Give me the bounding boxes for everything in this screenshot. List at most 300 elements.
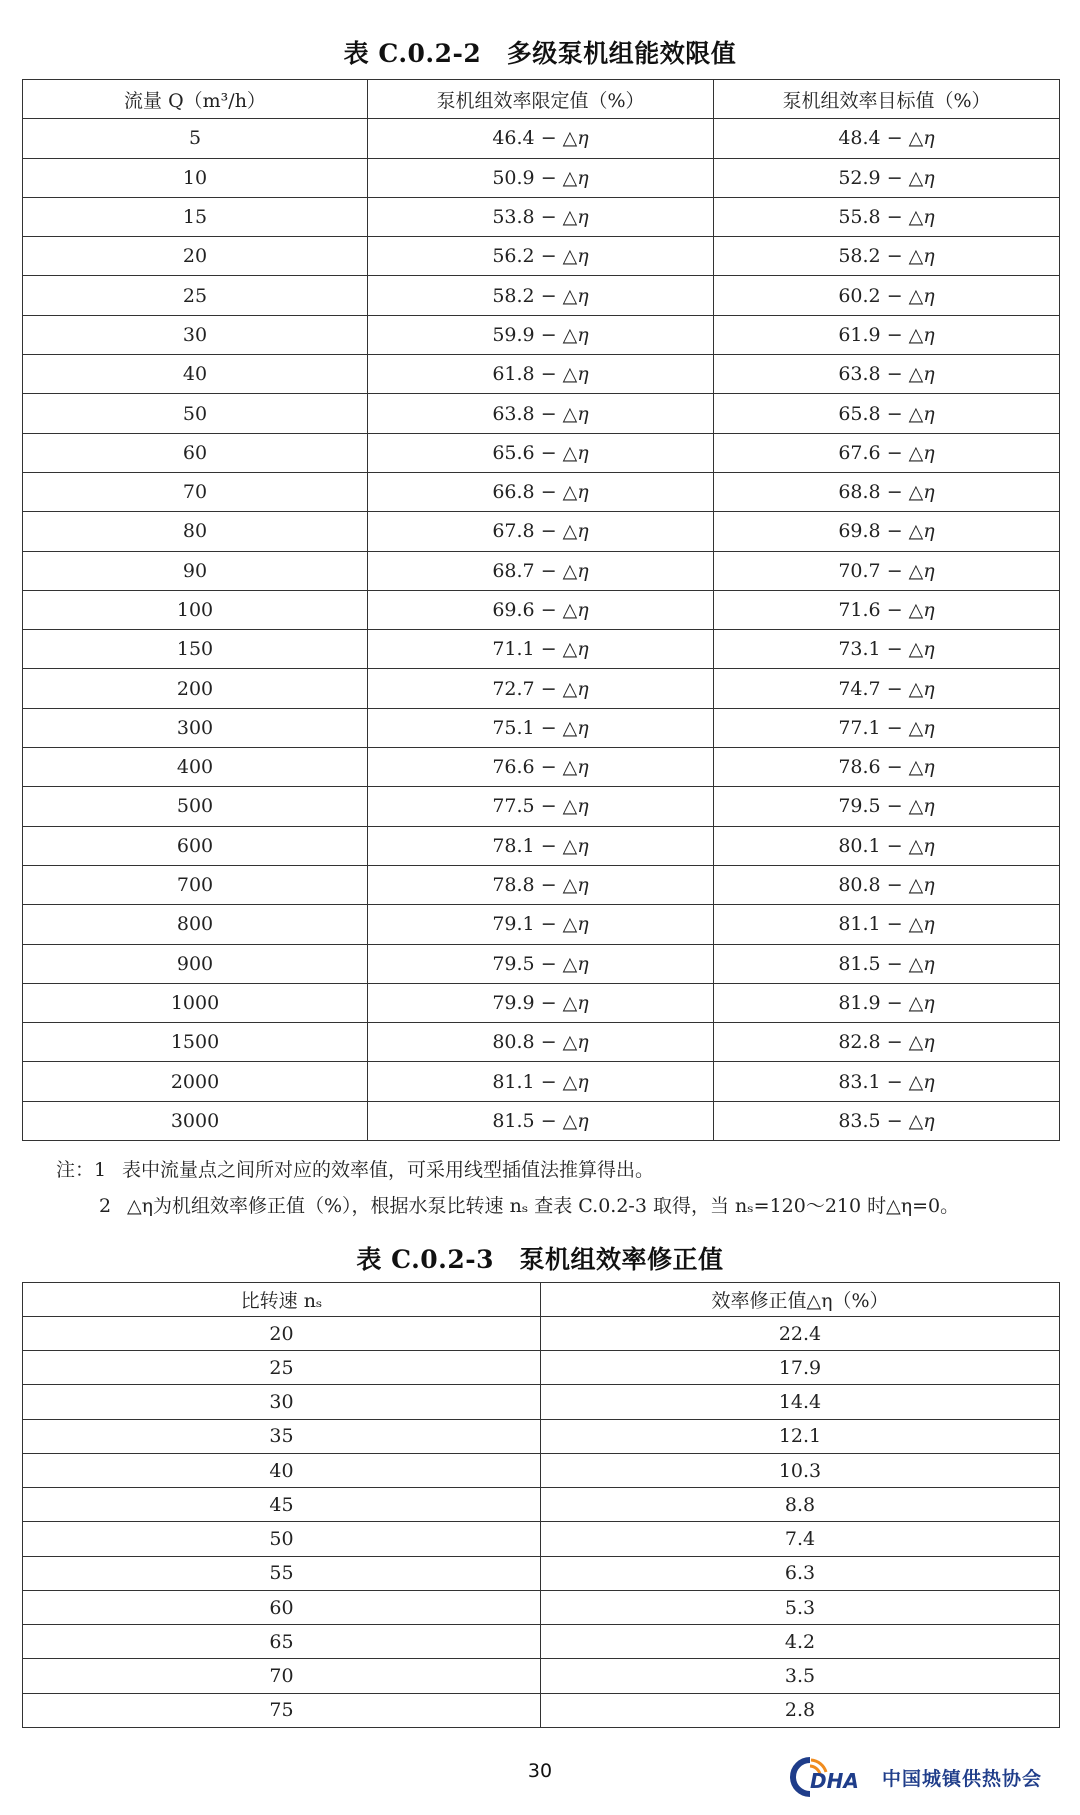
minus-sign: − xyxy=(880,756,909,779)
correction-cell: 3.5 xyxy=(541,1659,1060,1693)
flow-cell: 500 xyxy=(23,787,368,826)
minus-sign: − xyxy=(880,323,909,346)
delta-eta-symbol: △η xyxy=(908,206,935,229)
limit-cell xyxy=(368,158,714,197)
minus-sign: − xyxy=(534,599,563,621)
target-cell-value: 78.6 xyxy=(838,756,881,779)
minus-sign: − xyxy=(880,991,909,1014)
minus-sign: − xyxy=(880,402,909,425)
target-cell-value: 68.8 xyxy=(838,481,881,504)
flow-cell: 300 xyxy=(23,708,368,747)
limit-cell-value: 59.9 xyxy=(492,323,535,346)
target-cell xyxy=(714,276,1060,315)
correction-cell: 2.8 xyxy=(541,1693,1060,1727)
table-row xyxy=(23,355,1060,394)
target-cell-value: 61.9 xyxy=(838,323,881,346)
flow-cell: 400 xyxy=(23,748,368,787)
minus-sign: − xyxy=(880,874,909,897)
minus-sign: − xyxy=(534,127,563,150)
minus-sign: − xyxy=(880,206,909,229)
table-row xyxy=(23,708,1060,747)
target-cell xyxy=(714,237,1060,276)
target-cell-value: 74.7 xyxy=(838,677,881,700)
target-cell xyxy=(714,826,1060,865)
cdha-logo xyxy=(786,1752,1056,1802)
correction-cell: 8.8 xyxy=(541,1488,1060,1522)
flow-cell: 600 xyxy=(23,826,368,865)
target-cell-value: 79.5 xyxy=(838,795,881,818)
table-row xyxy=(23,1659,1060,1693)
delta-eta-symbol: △η xyxy=(908,402,935,425)
delta-eta-symbol: △η xyxy=(562,1109,589,1132)
minus-sign: − xyxy=(534,991,563,1014)
table-row xyxy=(23,1101,1060,1140)
limit-cell-value: 76.6 xyxy=(492,756,535,779)
delta-eta-symbol: △η xyxy=(562,991,589,1014)
table-row xyxy=(23,1351,1060,1385)
delta-eta-symbol: △η xyxy=(562,913,589,936)
delta-eta-symbol: △η xyxy=(908,1070,935,1093)
delta-eta-symbol: △η xyxy=(562,795,589,818)
limit-cell-value: 72.7 xyxy=(492,677,535,700)
target-cell-value: 69.8 xyxy=(838,520,881,543)
target-cell-value: 58.2 xyxy=(838,245,881,268)
limit-cell-value: 58.2 xyxy=(492,284,535,307)
table-row xyxy=(23,1316,1060,1350)
target-cell-value: 71.6 xyxy=(838,599,881,621)
flow-cell: 200 xyxy=(23,669,368,708)
minus-sign: − xyxy=(534,284,563,307)
delta-eta-symbol: △η xyxy=(562,206,589,229)
target-cell-value: 81.5 xyxy=(838,952,881,975)
limit-cell-value: 69.6 xyxy=(492,599,535,621)
minus-sign: − xyxy=(880,1070,909,1093)
table-row xyxy=(23,944,1060,983)
table-row xyxy=(23,472,1060,511)
flow-cell: 3000 xyxy=(23,1101,368,1140)
delta-eta-symbol: △η xyxy=(908,1031,935,1054)
limit-cell-value: 56.2 xyxy=(492,245,535,268)
target-cell xyxy=(714,197,1060,236)
delta-eta-symbol: △η xyxy=(908,127,935,150)
limit-cell xyxy=(368,708,714,747)
limit-cell-value: 79.1 xyxy=(492,913,535,936)
limit-cell xyxy=(368,276,714,315)
flow-cell: 50 xyxy=(23,394,368,433)
limit-cell-value: 71.1 xyxy=(492,638,535,661)
cdha-logo-mark-icon xyxy=(786,1752,886,1802)
table-row xyxy=(23,1453,1060,1487)
target-cell xyxy=(714,944,1060,983)
table-row xyxy=(23,669,1060,708)
column-header-limit: 泵机组效率限定值（%） xyxy=(368,80,714,119)
target-cell-value: 48.4 xyxy=(838,127,881,150)
target-cell xyxy=(714,158,1060,197)
ns-cell: 75 xyxy=(23,1693,541,1727)
target-cell-value: 73.1 xyxy=(838,638,881,661)
column-header-correction: 效率修正值△η（%） xyxy=(541,1283,1060,1317)
ns-cell: 30 xyxy=(23,1385,541,1419)
ns-cell: 45 xyxy=(23,1488,541,1522)
minus-sign: − xyxy=(534,638,563,661)
delta-eta-symbol: △η xyxy=(562,952,589,975)
target-cell-value: 81.9 xyxy=(838,991,881,1014)
column-header-flow: 流量 Q（m³/h） xyxy=(23,80,368,119)
limit-cell xyxy=(368,590,714,629)
delta-eta-symbol: △η xyxy=(908,520,935,543)
minus-sign: − xyxy=(880,1109,909,1132)
flow-cell: 5 xyxy=(23,119,368,158)
flow-cell: 1500 xyxy=(23,1023,368,1062)
delta-eta-symbol: △η xyxy=(908,756,935,779)
note-label: 注： xyxy=(56,1159,95,1181)
flow-cell: 10 xyxy=(23,158,368,197)
flow-cell: 20 xyxy=(23,237,368,276)
table-row xyxy=(23,865,1060,904)
target-cell xyxy=(714,983,1060,1022)
minus-sign: − xyxy=(880,245,909,268)
correction-cell: 14.4 xyxy=(541,1385,1060,1419)
target-cell xyxy=(714,669,1060,708)
limit-cell xyxy=(368,237,714,276)
flow-cell: 2000 xyxy=(23,1062,368,1101)
minus-sign: − xyxy=(880,677,909,700)
correction-cell: 5.3 xyxy=(541,1590,1060,1624)
minus-sign: − xyxy=(534,795,563,818)
limit-cell xyxy=(368,748,714,787)
delta-eta-symbol: △η xyxy=(908,284,935,307)
minus-sign: − xyxy=(880,795,909,818)
table-row xyxy=(23,315,1060,354)
delta-eta-symbol: △η xyxy=(908,952,935,975)
minus-sign: − xyxy=(534,716,563,739)
logo-text: 中国城镇供热协会 xyxy=(882,1768,1043,1790)
target-cell xyxy=(714,512,1060,551)
minus-sign: − xyxy=(880,481,909,504)
delta-eta-symbol: △η xyxy=(562,756,589,779)
delta-eta-symbol: △η xyxy=(562,638,589,661)
target-cell xyxy=(714,708,1060,747)
delta-eta-symbol: △η xyxy=(908,638,935,661)
column-header-ns: 比转速 nₛ xyxy=(23,1283,541,1317)
correction-cell: 6.3 xyxy=(541,1556,1060,1590)
target-cell-value: 80.1 xyxy=(838,834,881,857)
minus-sign: − xyxy=(880,559,909,582)
target-cell xyxy=(714,394,1060,433)
minus-sign: − xyxy=(880,363,909,386)
ns-cell: 25 xyxy=(23,1351,541,1385)
minus-sign: − xyxy=(880,952,909,975)
delta-eta-symbol: △η xyxy=(562,834,589,857)
ns-cell: 60 xyxy=(23,1590,541,1624)
table-row xyxy=(23,1522,1060,1556)
flow-cell: 1000 xyxy=(23,983,368,1022)
limit-cell-value: 75.1 xyxy=(492,716,535,739)
target-cell xyxy=(714,1023,1060,1062)
flow-cell: 100 xyxy=(23,590,368,629)
minus-sign: − xyxy=(534,677,563,700)
table-row xyxy=(23,512,1060,551)
minus-sign: − xyxy=(534,1070,563,1093)
limit-cell xyxy=(368,983,714,1022)
table-row xyxy=(23,119,1060,158)
ns-cell: 35 xyxy=(23,1419,541,1453)
correction-cell: 17.9 xyxy=(541,1351,1060,1385)
minus-sign: − xyxy=(534,363,563,386)
target-cell-value: 70.7 xyxy=(838,559,881,582)
limit-cell-value: 80.8 xyxy=(492,1031,535,1054)
minus-sign: − xyxy=(880,599,909,621)
delta-eta-symbol: △η xyxy=(562,284,589,307)
minus-sign: − xyxy=(880,127,909,150)
correction-cell: 22.4 xyxy=(541,1316,1060,1350)
ns-cell: 65 xyxy=(23,1625,541,1659)
ns-cell: 40 xyxy=(23,1453,541,1487)
limit-cell xyxy=(368,1062,714,1101)
efficiency-correction-table xyxy=(22,1282,1060,1728)
minus-sign: − xyxy=(534,402,563,425)
delta-eta-symbol: △η xyxy=(562,402,589,425)
delta-eta-symbol: △η xyxy=(908,363,935,386)
target-cell xyxy=(714,472,1060,511)
limit-cell xyxy=(368,472,714,511)
limit-cell-value: 66.8 xyxy=(492,481,535,504)
delta-eta-symbol: △η xyxy=(908,991,935,1014)
table-row xyxy=(23,433,1060,472)
ns-cell: 70 xyxy=(23,1659,541,1693)
minus-sign: − xyxy=(534,481,563,504)
flow-cell: 800 xyxy=(23,905,368,944)
delta-eta-symbol: △η xyxy=(562,677,589,700)
limit-cell xyxy=(368,669,714,708)
minus-sign: − xyxy=(534,1109,563,1132)
flow-cell: 70 xyxy=(23,472,368,511)
limit-cell-value: 68.7 xyxy=(492,559,535,582)
delta-eta-symbol: △η xyxy=(562,874,589,897)
note-2 xyxy=(99,1191,959,1218)
limit-cell-value: 79.9 xyxy=(492,991,535,1014)
table-row xyxy=(23,551,1060,590)
ns-cell: 50 xyxy=(23,1522,541,1556)
table-row xyxy=(23,1590,1060,1624)
delta-eta-symbol: △η xyxy=(908,1109,935,1132)
delta-eta-symbol: △η xyxy=(562,1031,589,1054)
delta-eta-symbol: △η xyxy=(562,481,589,504)
target-cell-value: 67.6 xyxy=(838,441,881,464)
table-row xyxy=(23,590,1060,629)
limit-cell-value: 79.5 xyxy=(492,952,535,975)
table-row xyxy=(23,158,1060,197)
delta-eta-symbol: △η xyxy=(908,166,935,189)
table-row xyxy=(23,1419,1060,1453)
minus-sign: − xyxy=(534,245,563,268)
minus-sign: − xyxy=(534,206,563,229)
limit-cell-value: 78.8 xyxy=(492,874,535,897)
flow-cell: 700 xyxy=(23,865,368,904)
target-cell-value: 81.1 xyxy=(838,913,881,936)
delta-eta-symbol: △η xyxy=(562,323,589,346)
target-cell-value: 83.1 xyxy=(838,1070,881,1093)
table1-body xyxy=(23,119,1060,1141)
table2-title: 表 C.0.2-3 泵机组效率修正值 xyxy=(356,1245,724,1274)
table-row xyxy=(23,1488,1060,1522)
limit-cell-value: 81.5 xyxy=(492,1109,535,1132)
correction-cell: 10.3 xyxy=(541,1453,1060,1487)
delta-eta-symbol: △η xyxy=(562,363,589,386)
target-cell xyxy=(714,630,1060,669)
delta-eta-symbol: △η xyxy=(562,441,589,464)
minus-sign: − xyxy=(880,913,909,936)
minus-sign: − xyxy=(534,952,563,975)
column-header-target: 泵机组效率目标值（%） xyxy=(714,80,1060,119)
minus-sign: − xyxy=(534,874,563,897)
delta-eta-symbol: △η xyxy=(562,166,589,189)
table-row xyxy=(23,276,1060,315)
minus-sign: − xyxy=(534,913,563,936)
table-row xyxy=(23,237,1060,276)
minus-sign: − xyxy=(534,166,563,189)
delta-eta-symbol: △η xyxy=(562,1070,589,1093)
target-cell-value: 82.8 xyxy=(838,1031,881,1054)
flow-cell: 900 xyxy=(23,944,368,983)
target-cell-value: 65.8 xyxy=(838,402,881,425)
limit-cell xyxy=(368,197,714,236)
delta-eta-symbol: △η xyxy=(908,834,935,857)
delta-eta-symbol: △η xyxy=(562,245,589,268)
delta-eta-symbol: △η xyxy=(908,245,935,268)
limit-cell xyxy=(368,1023,714,1062)
flow-cell: 15 xyxy=(23,197,368,236)
limit-cell-value: 53.8 xyxy=(492,206,535,229)
flow-cell: 25 xyxy=(23,276,368,315)
minus-sign: − xyxy=(880,638,909,661)
correction-cell: 12.1 xyxy=(541,1419,1060,1453)
target-cell xyxy=(714,905,1060,944)
target-cell xyxy=(714,590,1060,629)
target-cell xyxy=(714,748,1060,787)
delta-eta-symbol: △η xyxy=(908,559,935,582)
table-row xyxy=(23,983,1060,1022)
flow-cell: 150 xyxy=(23,630,368,669)
note-text: △η为机组效率修正值（%），根据水泵比转速 nₛ 查表 C.0.2-3 取得，当 nₛ=120～210 时△η=0。 xyxy=(127,1195,960,1217)
limit-cell xyxy=(368,119,714,158)
minus-sign: − xyxy=(534,323,563,346)
limit-cell xyxy=(368,905,714,944)
table-row xyxy=(23,826,1060,865)
delta-eta-symbol: △η xyxy=(908,599,935,621)
minus-sign: − xyxy=(534,756,563,779)
delta-eta-symbol: △η xyxy=(908,323,935,346)
flow-cell: 90 xyxy=(23,551,368,590)
minus-sign: − xyxy=(534,441,563,464)
table-row xyxy=(23,197,1060,236)
minus-sign: − xyxy=(880,166,909,189)
delta-eta-symbol: △η xyxy=(562,559,589,582)
limit-cell-value: 61.8 xyxy=(492,363,535,386)
limit-cell-value: 78.1 xyxy=(492,834,535,857)
target-cell xyxy=(714,355,1060,394)
table1-title: 表 C.0.2-2 多级泵机组能效限值 xyxy=(343,39,737,68)
table-row xyxy=(23,748,1060,787)
flow-cell: 40 xyxy=(23,355,368,394)
flow-cell: 80 xyxy=(23,512,368,551)
delta-eta-symbol: △η xyxy=(562,716,589,739)
minus-sign: − xyxy=(880,716,909,739)
minus-sign: − xyxy=(534,834,563,857)
limit-cell-value: 46.4 xyxy=(492,127,535,150)
target-cell-value: 63.8 xyxy=(838,363,881,386)
limit-cell xyxy=(368,944,714,983)
table-header-row xyxy=(23,1283,1060,1317)
delta-eta-symbol: △η xyxy=(908,481,935,504)
flow-cell: 30 xyxy=(23,315,368,354)
correction-cell: 7.4 xyxy=(541,1522,1060,1556)
target-cell-value: 52.9 xyxy=(838,166,881,189)
delta-eta-symbol: △η xyxy=(908,677,935,700)
target-cell-value: 83.5 xyxy=(838,1109,881,1132)
delta-eta-symbol: △η xyxy=(908,795,935,818)
minus-sign: − xyxy=(880,520,909,543)
minus-sign: − xyxy=(880,834,909,857)
delta-eta-symbol: △η xyxy=(908,913,935,936)
table-row xyxy=(23,1062,1060,1101)
minus-sign: − xyxy=(534,559,563,582)
delta-eta-symbol: △η xyxy=(908,716,935,739)
limit-cell-value: 81.1 xyxy=(492,1070,535,1093)
limit-cell-value: 50.9 xyxy=(492,166,535,189)
table-row xyxy=(23,1693,1060,1727)
correction-cell: 4.2 xyxy=(541,1625,1060,1659)
limit-cell-value: 67.8 xyxy=(492,520,535,543)
table-row xyxy=(23,787,1060,826)
minus-sign: − xyxy=(880,441,909,464)
efficiency-limit-table xyxy=(22,79,1060,1141)
limit-cell xyxy=(368,315,714,354)
target-cell xyxy=(714,787,1060,826)
svg-text:DHA: DHA xyxy=(810,1769,859,1793)
ns-cell: 55 xyxy=(23,1556,541,1590)
target-cell xyxy=(714,119,1060,158)
target-cell xyxy=(714,433,1060,472)
limit-cell-value: 63.8 xyxy=(492,402,535,425)
table-row xyxy=(23,1023,1060,1062)
delta-eta-symbol: △η xyxy=(562,520,589,543)
limit-cell xyxy=(368,787,714,826)
limit-cell xyxy=(368,1101,714,1140)
target-cell xyxy=(714,315,1060,354)
note-1 xyxy=(56,1155,654,1182)
note-text: 表中流量点之间所对应的效率值，可采用线型插值法推算得出。 xyxy=(122,1159,655,1181)
minus-sign: − xyxy=(880,1031,909,1054)
table2-body xyxy=(23,1316,1060,1727)
note-number: 2 xyxy=(99,1195,112,1217)
table-header-row xyxy=(23,80,1060,119)
target-cell-value: 77.1 xyxy=(838,716,881,739)
delta-eta-symbol: △η xyxy=(908,441,935,464)
minus-sign: − xyxy=(880,284,909,307)
page-number: 30 xyxy=(527,1760,553,1782)
table-row xyxy=(23,905,1060,944)
target-cell xyxy=(714,865,1060,904)
limit-cell xyxy=(368,865,714,904)
table-row xyxy=(23,394,1060,433)
target-cell-value: 55.8 xyxy=(838,206,881,229)
target-cell xyxy=(714,1062,1060,1101)
delta-eta-symbol: △η xyxy=(562,127,589,150)
delta-eta-symbol: △η xyxy=(562,599,589,621)
limit-cell xyxy=(368,394,714,433)
limit-cell xyxy=(368,433,714,472)
